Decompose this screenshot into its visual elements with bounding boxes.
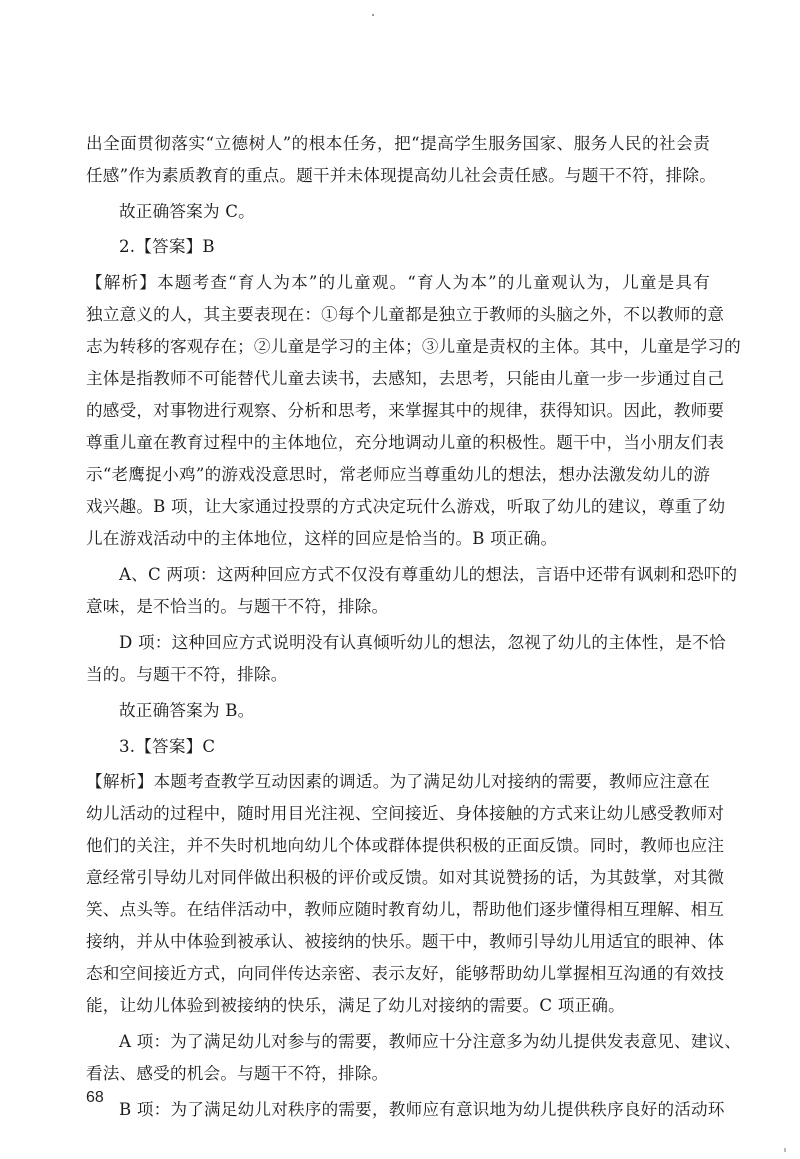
page-number: 68 [86,1089,104,1106]
text-line: 出全面贯彻落实“立德树人”的根本任务，把“提高学生服务国家、服务人民的社会责 [86,134,710,153]
text-line: 【解析】本题考查教学互动因素的调适。为了满足幼儿对接纳的需要，教师应注意在 [86,772,710,791]
question-number-answer: 3.【答案】C [119,737,216,756]
text-line: 态和空间接近方式，向同伴传达亲密、表示友好，能够帮助幼儿掌握相互沟通的有效技 [86,964,725,983]
scan-mark [372,14,374,16]
text-line: 示“老鹰捉小鸡”的游戏没意思时，常老师应当尊重幼儿的想法，想办法激发幼儿的游 [86,465,710,484]
text-line: A 项：为了满足幼儿对参与的需要，教师应十分注意多为幼儿提供发表意见、建议、 [119,1032,742,1051]
text-line: 主体是指教师不可能替代儿童去读书，去感知，去思考，只能由儿童一步一步通过自己 [86,369,725,388]
text-line: 儿在游戏活动中的主体地位，这样的回应是恰当的。B 项正确。 [86,529,558,548]
text-line: 当的。与题干不符，排除。 [86,665,288,684]
text-line: 任感”作为素质教育的重点。题干并未体现提高幼儿社会责任感。与题干不符，排除。 [86,166,717,185]
text-line: 意味，是不恰当的。与题干不符，排除。 [86,597,389,616]
text-line: A、C 两项：这两种回应方式不仅没有尊重幼儿的想法，言语中还带有讽刺和恐吓的 [119,565,738,584]
text-line: 看法、感受的机会。与题干不符，排除。 [86,1064,389,1083]
text-line: 故正确答案为 C。 [119,202,255,221]
text-line: 接纳，并从中体验到被承认、被接纳的快乐。题干中，教师引导幼儿用适宜的眼神、体 [86,932,725,951]
text-line: 尊重儿童在教育过程中的主体地位，充分地调动儿童的积极性。题干中，当小朋友们表 [86,433,725,452]
text-line: D 项：这种回应方式说明没有认真倾听幼儿的想法，忽视了幼儿的主体性，是不恰 [119,633,726,652]
text-line: 故正确答案为 B。 [119,701,255,720]
text-line: 意经常引导幼儿对同伴做出积极的评价或反馈。如对其说赞扬的话，为其鼓掌，对其微 [86,868,725,887]
scan-mark [784,1148,786,1152]
text-line: 志为转移的客观存在；②儿童是学习的主体；③儿童是责权的主体。其中，儿童是学习的 [86,337,741,356]
text-line: 能，让幼儿体验到被接纳的快乐，满足了幼儿对接纳的需要。C 项正确。 [86,996,625,1015]
text-line: 笑、点头等。在结伴活动中，教师应随时教育幼儿，帮助他们逐步懂得相互理解、相互 [86,900,725,919]
text-line: 独立意义的人，其主要表现在：①每个儿童都是独立于教师的头脑之外，不以教师的意 [86,305,725,324]
text-line: 他们的关注，并不失时机地向幼儿个体或群体提供积极的正面反馈。同时，教师也应注 [86,836,725,855]
text-line: 戏兴趣。B 项，让大家通过投票的方式决定玩什么游戏，听取了幼儿的建议，尊重了幼 [86,497,726,516]
text-line: 幼儿活动的过程中，随时用目光注视、空间接近、身体接触的方式来让幼儿感受教师对 [86,804,725,823]
text-line: 的感受，对事物进行观察、分析和思考，来掌握其中的规律，获得知识。因此，教师要 [86,401,725,420]
text-line: 【解析】本题考查“育人为本”的儿童观。“育人为本”的儿童观认为，儿童是具有 [86,273,710,292]
text-line: B 项：为了满足幼儿对秩序的需要，教师应有意识地为幼儿提供秩序良好的活动环 [119,1100,725,1119]
question-number-answer: 2.【答案】B [119,237,215,256]
